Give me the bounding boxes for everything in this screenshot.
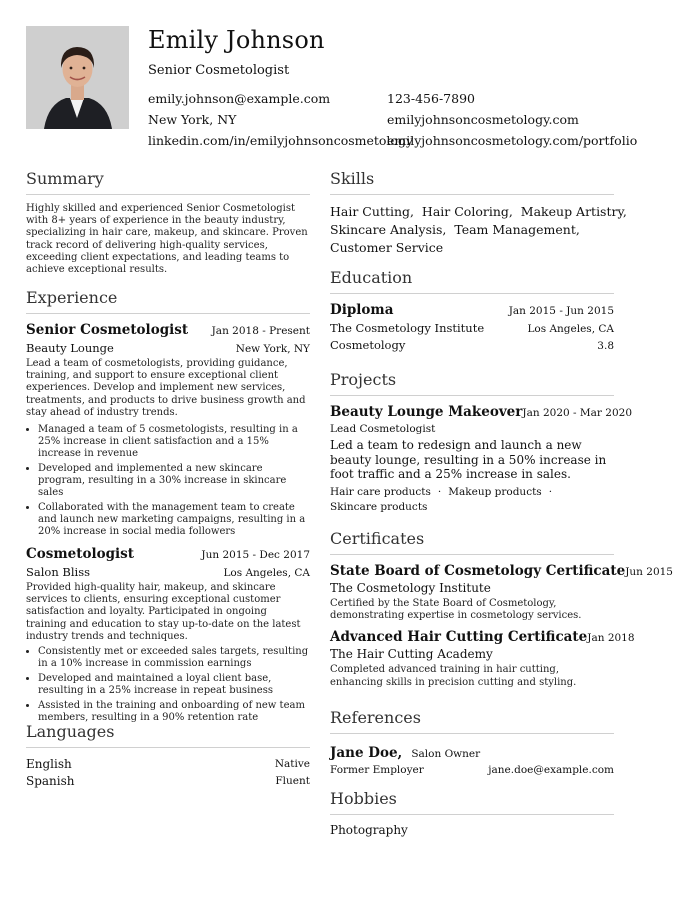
certificate-name: State Board of Cosmetology Certificate bbox=[330, 563, 626, 579]
job-bullets bbox=[38, 646, 310, 724]
job-bullets bbox=[38, 424, 310, 538]
language-name: English bbox=[26, 757, 72, 771]
skills-heading: Skills bbox=[330, 169, 614, 195]
skills-line: Customer Service bbox=[330, 240, 444, 255]
certificate-date: Jan 2018 bbox=[587, 632, 635, 645]
certificate-description: Completed advanced training in hair cutting, enhancing skills in precision cutting and styling. bbox=[330, 664, 577, 688]
projects-section bbox=[330, 370, 632, 515]
education-gpa: 3.8 bbox=[597, 340, 614, 352]
job-description: Provided high-quality hair, makeup, and skincare services to clients, ensuring exceptional customer satisfaction and loyalty. Participated in ongoing training and education to stay up-to-date on the latest industry trends and techniques. bbox=[26, 582, 301, 642]
language-level: Native bbox=[274, 758, 310, 770]
job-date: Jan 2018 - Present bbox=[211, 325, 310, 337]
education-field: Cosmetology bbox=[330, 338, 406, 352]
education-section bbox=[330, 268, 614, 352]
project-description: Led a team to redesign and launch a new beauty lounge, resulting in a 50% increase in foot traffic and a 25% increase in sales. bbox=[330, 438, 607, 481]
references-section bbox=[330, 708, 614, 776]
education-location: Los Angeles, CA bbox=[527, 323, 614, 335]
project-tag: Makeup products bbox=[448, 485, 542, 498]
education-date: Jan 2015 - Jun 2015 bbox=[508, 305, 614, 317]
job-entry bbox=[26, 322, 310, 538]
job-company: Beauty Lounge bbox=[26, 341, 114, 355]
certificates-heading: Certificates bbox=[330, 529, 614, 555]
certificate-name: Advanced Hair Cutting Certificate bbox=[330, 629, 588, 646]
email-link[interactable]: emily.johnson@example.com bbox=[148, 91, 331, 106]
projects-heading: Projects bbox=[330, 370, 614, 396]
project-tag: Skincare products bbox=[330, 500, 428, 513]
hobbies-section bbox=[330, 789, 614, 837]
language-row bbox=[26, 773, 310, 790]
reference-relation: Former Employer bbox=[330, 764, 424, 776]
project-tags bbox=[330, 485, 614, 515]
candidate-title: Senior Cosmetologist bbox=[148, 63, 290, 78]
job-company: Salon Bliss bbox=[26, 565, 91, 580]
website-link[interactable]: emilyjohnsoncosmetology.com bbox=[387, 112, 579, 127]
job-title: Cosmetologist bbox=[26, 546, 134, 563]
certificate-issuer: The Hair Cutting Academy bbox=[330, 647, 493, 662]
job-bullet: • Developed and implemented a new skincare program, resulting in a 30% increase in skincare sales bbox=[38, 463, 310, 499]
skills-line: Skincare Analysis, Team Management, bbox=[330, 222, 580, 237]
job-bullet: • Managed a team of 5 cosmetologists, resulting in a 25% increase in client satisfaction and a 15% increase in revenue bbox=[38, 424, 310, 460]
hobbies-heading: Hobbies bbox=[330, 789, 614, 815]
certificate-entry bbox=[330, 629, 635, 688]
job-bullet: • Assisted in the training and onboarding of new team members, resulting in a 90% retention rate bbox=[38, 700, 310, 724]
summary-text: Highly skilled and experienced Senior Cosmetologist with 8+ years of experience in the beauty industry, specializing in hair care, makeup, and skincare. Proven track record of delivering high-quality services, exceeding client expectations, and leading teams to achieve exceptional results. bbox=[26, 203, 308, 276]
languages-heading: Languages bbox=[26, 722, 310, 748]
tag-separator: · bbox=[548, 485, 553, 498]
certificate-issuer: The Cosmetology Institute bbox=[330, 581, 491, 595]
tag-separator: · bbox=[437, 485, 442, 498]
location-text: New York, NY bbox=[148, 112, 237, 127]
experience-section bbox=[26, 288, 310, 727]
profile-photo bbox=[26, 26, 129, 129]
project-role: Lead Cosmetologist bbox=[330, 423, 436, 435]
linkedin-link[interactable]: linkedin.com/in/emilyjohnsoncosmetology bbox=[148, 133, 414, 148]
portfolio-link[interactable]: emilyjohnsoncosmetology.com/portfolio bbox=[387, 133, 638, 148]
job-description: Lead a team of cosmetologists, providing guidance, training, and support to ensure exceptional client experiences. Develop and implement new services, treatments, and products to drive business growth and stay ahead of industry trends. bbox=[26, 358, 306, 418]
summary-heading: Summary bbox=[26, 169, 310, 195]
languages-section bbox=[26, 722, 310, 790]
reference-role: Salon Owner bbox=[411, 748, 481, 760]
certificates-section bbox=[330, 529, 673, 689]
education-heading: Education bbox=[330, 268, 614, 294]
skills-list bbox=[330, 203, 627, 257]
project-date: Jan 2020 - Mar 2020 bbox=[522, 407, 632, 419]
job-date: Jun 2015 - Dec 2017 bbox=[201, 549, 310, 562]
phone-number[interactable]: 123-456-7890 bbox=[387, 91, 475, 106]
reference-name: Jane Doe, bbox=[330, 745, 403, 761]
candidate-name: Emily Johnson bbox=[148, 26, 325, 54]
experience-heading: Experience bbox=[26, 288, 310, 314]
project-name: Beauty Lounge Makeover bbox=[330, 404, 523, 420]
education-degree: Diploma bbox=[330, 302, 394, 318]
language-level: Fluent bbox=[275, 775, 310, 787]
job-location: New York, NY bbox=[235, 343, 310, 355]
language-name: Spanish bbox=[26, 774, 75, 788]
job-location: Los Angeles, CA bbox=[223, 567, 310, 580]
language-row bbox=[26, 756, 310, 773]
certificate-description: Certified by the State Board of Cosmetology, demonstrating expertise in cosmetology services. bbox=[330, 598, 582, 622]
job-title: Senior Cosmetologist bbox=[26, 322, 189, 338]
reference-email[interactable]: jane.doe@example.com bbox=[488, 764, 614, 776]
job-entry bbox=[26, 546, 310, 724]
skills-section bbox=[330, 169, 627, 257]
job-bullet: • Collaborated with the management team to create and launch new marketing campaigns, resulting in a 20% increase in social media followers bbox=[38, 502, 310, 538]
references-heading: References bbox=[330, 708, 614, 734]
certificate-date: Jun 2015 bbox=[625, 566, 673, 578]
summary-section bbox=[26, 169, 310, 276]
hobby-item: Photography bbox=[330, 823, 408, 837]
job-bullet: • Developed and maintained a loyal client base, resulting in a 25% increase in repeat business bbox=[38, 673, 310, 697]
education-school: The Cosmetology Institute bbox=[330, 321, 485, 335]
job-bullet: • Consistently met or exceeded sales targets, resulting in a 10% increase in commission earnings bbox=[38, 646, 310, 670]
certificate-entry bbox=[330, 563, 673, 622]
skills-line: Hair Cutting, Hair Coloring, Makeup Artistry, bbox=[330, 204, 627, 219]
project-tag: Hair care products bbox=[330, 485, 431, 498]
